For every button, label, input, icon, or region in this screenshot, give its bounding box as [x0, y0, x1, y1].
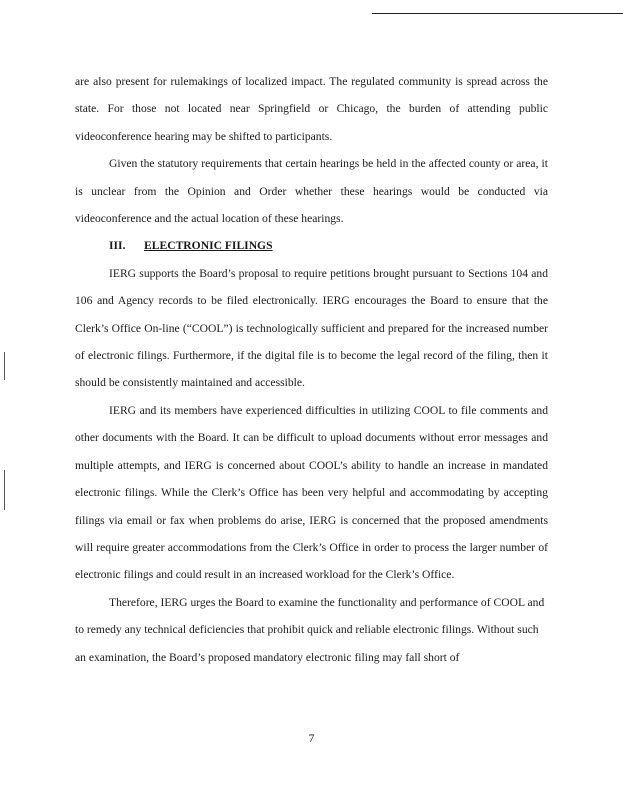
- paragraph-recommendation: Therefore, IERG urges the Board to examine the functionality and performance of COOL and to remedy any technical deficiencies that prohibit quick and reliable electronic filings. Without such an examination, the Board’s proposed mandatory electronic filing may fall short of: [75, 595, 545, 664]
- paragraph-hearings: Given the statutory requirements that certain hearings be held in the affected county or area, it is unclear from the Opinion and Order whether these hearings would be conducted via videoconference and the actual location of these hearings.: [75, 157, 548, 226]
- page-number: 7: [308, 732, 315, 745]
- document-body: [75, 68, 548, 671]
- section-heading: [75, 232, 548, 259]
- margin-mark: [4, 352, 5, 380]
- paragraph-cool-difficulties: IERG and its members have experienced difficulties in utilizing COOL to file comments and other documents with the Board. It can be difficult to upload documents without error messages and multiple attempts, and IERG is concerned about COOL’s ability to handle an increase in mandated electronic filings. While the Clerk’s Office has been very helpful and accommodating by accepting filings via email or fax when problems do arise, IERG is concerned that the proposed amendments will require greater accommodations from the Clerk’s Office in order to process the larger number of electronic filings and could result in an increased workload for the Clerk’s Office.: [75, 403, 548, 582]
- section-title: ELECTRONIC FILINGS: [144, 239, 273, 253]
- margin-mark: [4, 470, 5, 510]
- header-rule: [372, 13, 623, 14]
- paragraph-continuation: are also present for rulemakings of localized impact. The regulated community is spread across the state. For those not located near Springfield or Chicago, the burden of attending public videoconference hearing may be shifted to participants.: [75, 75, 548, 143]
- section-number: III.: [109, 239, 126, 253]
- paragraph-board-proposal: IERG supports the Board’s proposal to require petitions brought pursuant to Sections 104 and 106 and Agency records to be filed electronically. IERG encourages the Board to ensure that the Clerk’s Office On-line (“COOL”) is technologically sufficient and prepared for the increased number of electronic filings. Furthermore, if the digital file is to become the legal record of the filing, then it should be consistently maintained and accessible.: [75, 266, 548, 390]
